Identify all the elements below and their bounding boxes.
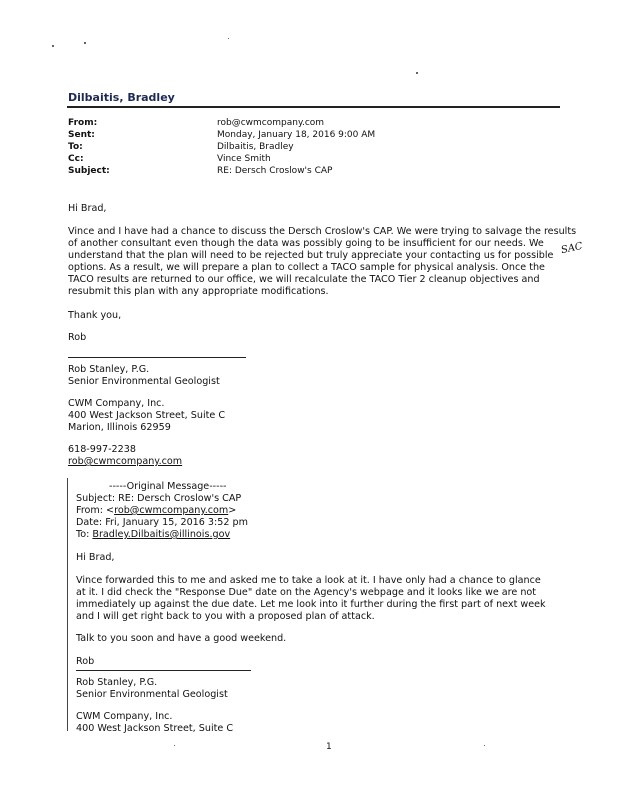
scan-speck: [52, 45, 54, 47]
subject-value: RE: Dersch Croslow's CAP: [217, 166, 333, 176]
signoff: Rob: [68, 332, 87, 343]
original-from-prefix: From: <: [76, 505, 115, 516]
scan-speck: [416, 72, 418, 74]
original-to-prefix: To:: [76, 529, 93, 540]
scan-speck: [84, 42, 86, 44]
cc-value: Vince Smith: [217, 154, 271, 164]
cc-label: Cc:: [68, 154, 84, 164]
original-date: Date: Fri, January 15, 2016 3:52 pm: [76, 517, 248, 528]
original-to-email-link[interactable]: Bradley.Dilbaitis@illinois.gov: [92, 529, 231, 540]
body-line: resubmit this plan with any appropriate modifications.: [68, 286, 329, 297]
original-signoff: Rob: [76, 656, 95, 667]
sent-value: Monday, January 18, 2016 9:00 AM: [217, 130, 376, 140]
body-line: Vince and I have had a chance to discuss the Dersch Croslow's CAP. We were trying to salvage the results: [68, 226, 577, 237]
to-label: To:: [68, 142, 83, 152]
from-value: rob@cwmcompany.com: [217, 118, 325, 128]
original-line: immediately up against the due date. Let me look into it further during the first part of next week: [76, 599, 546, 610]
signature-title: Senior Environmental Geologist: [68, 376, 220, 387]
body-line: options. As a result, we will prepare a plan to collect a TACO sample for physical analysis. Once the: [68, 262, 545, 273]
original-signature-rule: [76, 670, 251, 671]
thanks-line: Thank you,: [68, 310, 122, 321]
to-value: Dilbaitis, Bradley: [217, 142, 294, 152]
handwritten-initials: SAC: [560, 240, 584, 257]
original-to: [76, 529, 230, 541]
original-from-email-link[interactable]: rob@cwmcompany.com: [114, 505, 229, 516]
signature-name: Rob Stanley, P.G.: [68, 364, 150, 375]
original-from-suffix: >: [228, 505, 237, 516]
title-rule: [67, 106, 560, 108]
body-line: understand that the plan will need to be rejected but truly appreciate your contacting us for possible: [68, 250, 554, 261]
scan-speck: [484, 745, 485, 746]
signature-email-link[interactable]: rob@cwmcompany.com: [68, 456, 183, 467]
original-line: and I will get right back to you with a proposed plan of attack.: [76, 611, 375, 622]
subject-label: Subject:: [68, 166, 110, 176]
body-line: of another consultant even though the data was possibly going to be insufficient for our needs. We: [68, 238, 544, 249]
signature-city: Marion, Illinois 62959: [68, 422, 171, 433]
original-subject: Subject: RE: Dersch Croslow's CAP: [76, 493, 242, 504]
original-signature-title: Senior Environmental Geologist: [76, 689, 228, 700]
from-label: From:: [68, 118, 98, 128]
signature-phone: 618-997-2238: [68, 444, 136, 455]
greeting: Hi Brad,: [68, 203, 107, 214]
document-title: Dilbaitis, Bradley: [68, 91, 175, 104]
signature-street: 400 West Jackson Street, Suite C: [68, 410, 226, 421]
original-greeting: Hi Brad,: [76, 552, 115, 563]
original-line: Vince forwarded this to me and asked me to take a look at it. I have only had a chance to glance: [76, 575, 541, 586]
original-closing: Talk to you soon and have a good weekend.: [76, 633, 287, 644]
original-line: at it. I did check the "Response Due" date on the Agency's webpage and it looks like we are not: [76, 587, 537, 598]
scan-speck: [228, 38, 229, 39]
scan-speck: [174, 745, 175, 746]
original-signature-company: CWM Company, Inc.: [76, 711, 173, 722]
original-signature-street: 400 West Jackson Street, Suite C: [76, 723, 234, 734]
quote-margin-bar: [67, 478, 68, 731]
signature-company: CWM Company, Inc.: [68, 398, 165, 409]
original-signature-name: Rob Stanley, P.G.: [76, 677, 158, 688]
original-from: [76, 505, 236, 517]
signature-rule: [68, 357, 246, 358]
page-number: 1: [326, 742, 332, 752]
sent-label: Sent:: [68, 130, 95, 140]
body-line: TACO results are returned to our office, we will recalculate the TACO Tier 2 cleanup objectives and: [68, 274, 540, 285]
original-banner: -----Original Message-----: [109, 481, 227, 492]
